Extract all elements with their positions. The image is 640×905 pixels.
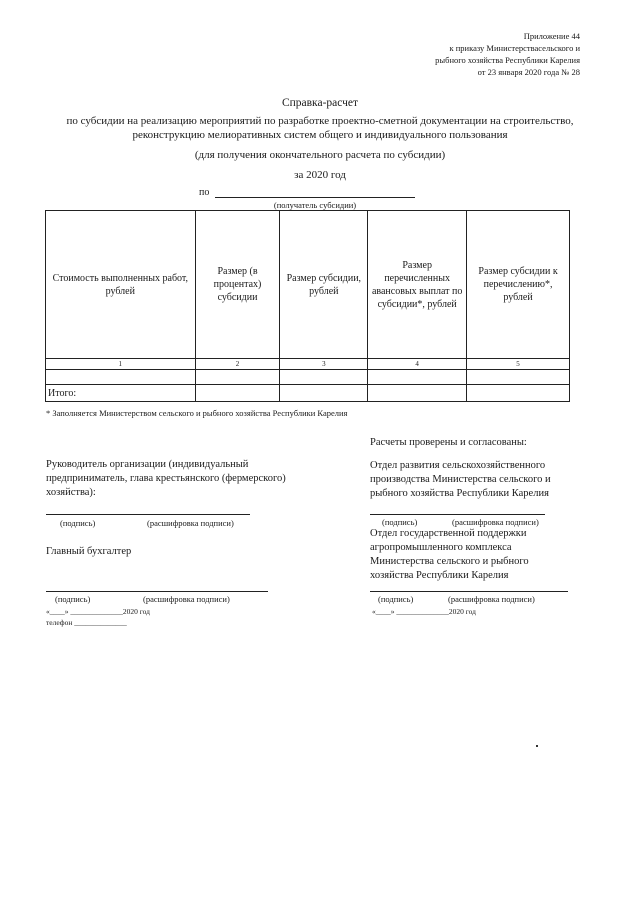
dept-agri-production bbox=[370, 459, 551, 501]
signature-caption: (подпись) bbox=[382, 517, 418, 527]
appendix-line-3: рыбного хозяйства Республики Карелия bbox=[435, 55, 580, 65]
decryption-caption: (расшифровка подписи) bbox=[147, 518, 234, 528]
scan-speck bbox=[536, 745, 538, 747]
table-cell bbox=[195, 385, 280, 402]
col-number: 4 bbox=[368, 359, 467, 370]
head-line-2: предприниматель, глава крестьянского (фермерского) bbox=[46, 473, 286, 484]
table-cell bbox=[195, 370, 280, 385]
dept2-line-4: хозяйства Республики Карелия bbox=[370, 570, 509, 581]
signature-caption: (подпись) bbox=[60, 518, 96, 528]
phone-field: телефон ______________ bbox=[46, 618, 127, 627]
col-number: 1 bbox=[46, 359, 196, 370]
signature-caption: (подпись) bbox=[378, 594, 414, 604]
table-cell bbox=[280, 385, 368, 402]
col-number: 3 bbox=[280, 359, 368, 370]
appendix-line-4: от 23 января 2020 года № 28 bbox=[477, 67, 580, 77]
dept-state-support bbox=[370, 527, 529, 583]
dept2-line-2: агропромышленного комплекса bbox=[370, 542, 512, 553]
period-year: за 2020 год bbox=[294, 169, 346, 181]
head-line-3: хозяйства): bbox=[46, 487, 96, 498]
header-cost: Стоимость выполненных работ, рублей bbox=[46, 211, 196, 359]
table-cell bbox=[368, 385, 467, 402]
header-percent: Размер (в процентах) субсидии bbox=[195, 211, 280, 359]
subtitle-line-2: реконструкцию мелиоративных систем общего и индивидуального пользования bbox=[132, 129, 508, 141]
signature-line bbox=[46, 514, 250, 515]
table-cell bbox=[467, 385, 570, 402]
recipient-field-line bbox=[215, 197, 415, 198]
table-cell bbox=[467, 370, 570, 385]
date-field: «____» ______________2020 год bbox=[372, 607, 476, 616]
table-cell bbox=[46, 370, 196, 385]
decryption-caption: (расшифровка подписи) bbox=[452, 517, 539, 527]
header-transfer: Размер субсидии к перечислению*, рублей bbox=[467, 211, 570, 359]
signature-caption: (подпись) bbox=[55, 594, 91, 604]
appendix-header bbox=[360, 30, 580, 78]
total-label: Итого: bbox=[46, 385, 196, 402]
dept2-line-1: Отдел государственной поддержки bbox=[370, 528, 527, 539]
col-number: 5 bbox=[467, 359, 570, 370]
subsidy-table bbox=[45, 210, 570, 402]
chief-accountant-label: Главный бухгалтер bbox=[46, 546, 132, 557]
appendix-line-1: Приложение 44 bbox=[523, 31, 580, 41]
verified-label: Расчеты проверены и согласованы: bbox=[370, 437, 527, 448]
signature-line bbox=[370, 591, 568, 592]
header-amount: Размер субсидии, рублей bbox=[280, 211, 368, 359]
footnote: * Заполняется Министерством сельского и рыбного хозяйства Республики Карелия bbox=[46, 408, 348, 418]
recipient-prefix: по bbox=[199, 187, 210, 198]
dept1-line-3: рыбного хозяйства Республики Карелия bbox=[370, 488, 549, 499]
header-advance: Размер перечисленных авансовых выплат по субсидии*, рублей bbox=[368, 211, 467, 359]
recipient-caption: (получатель субсидии) bbox=[273, 200, 357, 210]
document-title: Справка-расчет bbox=[281, 97, 359, 109]
date-field: «____» ______________2020 год bbox=[46, 607, 150, 616]
table-cell bbox=[280, 370, 368, 385]
head-line-1: Руководитель организации (индивидуальный bbox=[46, 459, 249, 470]
organization-head-label bbox=[46, 458, 286, 500]
dept1-line-2: производства Министерства сельского и bbox=[370, 474, 551, 485]
table-number-row bbox=[46, 359, 570, 370]
decryption-caption: (расшифровка подписи) bbox=[448, 594, 535, 604]
signature-line bbox=[370, 514, 545, 515]
dept2-line-3: Министерства сельского и рыбного bbox=[370, 556, 529, 567]
table-header-row bbox=[46, 211, 570, 359]
purpose-note: (для получения окончательного расчета по субсидии) bbox=[194, 149, 446, 161]
appendix-line-2: к приказу Министерствасельского и bbox=[449, 43, 580, 53]
table-row bbox=[46, 370, 570, 385]
col-number: 2 bbox=[195, 359, 280, 370]
subtitle-line-1: по субсидии на реализацию мероприятий по разработке проектно-сметной документации на строительство, bbox=[66, 115, 574, 127]
table-total-row bbox=[46, 385, 570, 402]
decryption-caption: (расшифровка подписи) bbox=[143, 594, 230, 604]
table-cell bbox=[368, 370, 467, 385]
signature-line bbox=[46, 591, 268, 592]
document-subtitle bbox=[0, 114, 640, 142]
dept1-line-1: Отдел развития сельскохозяйственного bbox=[370, 460, 546, 471]
